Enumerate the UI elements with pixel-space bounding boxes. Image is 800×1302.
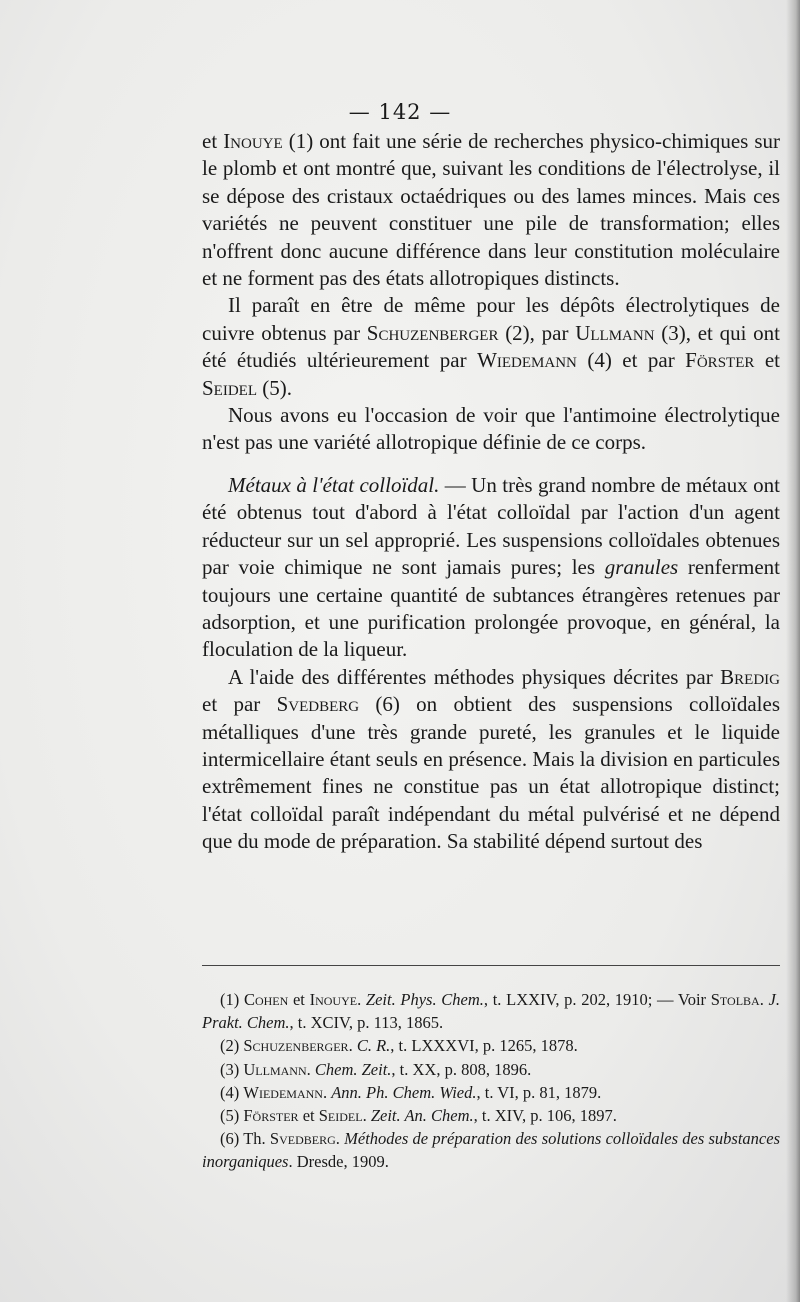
page-edge-shadow: [786, 0, 800, 1302]
footnote-divider: [202, 965, 780, 966]
footnote-2: (2) Schuzenberger. C. R., t. LXXXVI, p. 1265, 1878.: [220, 1036, 578, 1056]
footnote-5: (5) Förster et Seidel. Zeit. An. Chem., t. XIV, p. 106, 1897.: [220, 1106, 617, 1126]
emphasis: granules: [604, 555, 679, 580]
author-name: Wiedemann: [477, 348, 577, 373]
footnote-1: (1) Cohen et Inouye. Zeit. Phys. Chem., t. LXXIV, p. 202, 1910; — Voir Stolba. J. Prakt. Chem., t. XCIV, p. 113, 1865.: [202, 990, 780, 1033]
author-name: Bredig: [720, 664, 780, 689]
footnote-6: (6) Th. Svedberg. Méthodes de préparation des solutions colloïdales des substances inorganiques. Dresde, 1909.: [202, 1129, 780, 1172]
author-name: Schuzenberger: [366, 320, 499, 345]
page-number: — 142 —: [348, 100, 452, 124]
author-name: Förster: [685, 348, 755, 373]
paragraph-5: A l'aide des différentes méthodes physiques décrites par Bredig et par Svedberg (6) on obtient des suspensions colloïdales métalliques d'une très grande pureté, les granules et le liquide intermicellaire étant seuls en présence. Mais la division en particules extrêmement fines ne constitue pas un état allotropique distinct; l'état colloïdal paraît indépendant du métal pulvérisé et ne dépend que du mode de préparation. Sa stabilité dépend surtout des: [202, 664, 780, 854]
author-name: Seidel: [202, 375, 257, 400]
paragraph-3: Nous avons eu l'occasion de voir que l'antimoine électrolytique n'est pas une variété allotropique définie de ce corps.: [202, 403, 780, 455]
paragraph-1: et Inouye (1) ont fait une série de recherches physico-chimiques sur le plomb et ont montré que, suivant les conditions de l'électrolyse, il se dépose des cristaux octaédriques ou des lames minces. Mais ces variétés ne peuvent constituer une pile de transformation; elles n'offrent donc aucune différence dans leur constitution moléculaire et ne forment pas des états allotropiques distincts.: [202, 129, 781, 291]
footnote-3: (3) Ullmann. Chem. Zeit., t. XX, p. 808, 1896.: [220, 1059, 532, 1079]
body-text: [202, 128, 780, 856]
section-heading: Métaux à l'état colloïdal.: [228, 472, 440, 497]
author-name: Svedberg: [276, 692, 360, 717]
author-name: Inouye: [223, 129, 283, 153]
footnotes: [202, 988, 780, 1174]
footnote-4: (4) Wiedemann. Ann. Ph. Chem. Wied., t. VI, p. 81, 1879.: [220, 1082, 602, 1102]
author-name: Ullmann: [575, 320, 655, 345]
paragraph-2: Il paraît en être de même pour les dépôts électrolytiques de cuivre obtenus par Schuzenberger (2), par Ullmann (3), et qui ont été étudiés ultérieurement par Wiedemann (4) et par Förster et Seidel (5).: [202, 293, 780, 400]
paragraph-4: Métaux à l'état colloïdal. — Un très grand nombre de métaux ont été obtenus tout d'abord à l'état colloïdal par l'action d'un agent réducteur sur un sel approprié. Les suspensions colloïdales obtenues par voie chimique ne sont jamais pures; les granules renferment toujours une certaine quantité de subtances étrangères retenues par adsorption, et une purification prolongée provoque, en général, la floculation de la liqueur.: [202, 472, 780, 662]
